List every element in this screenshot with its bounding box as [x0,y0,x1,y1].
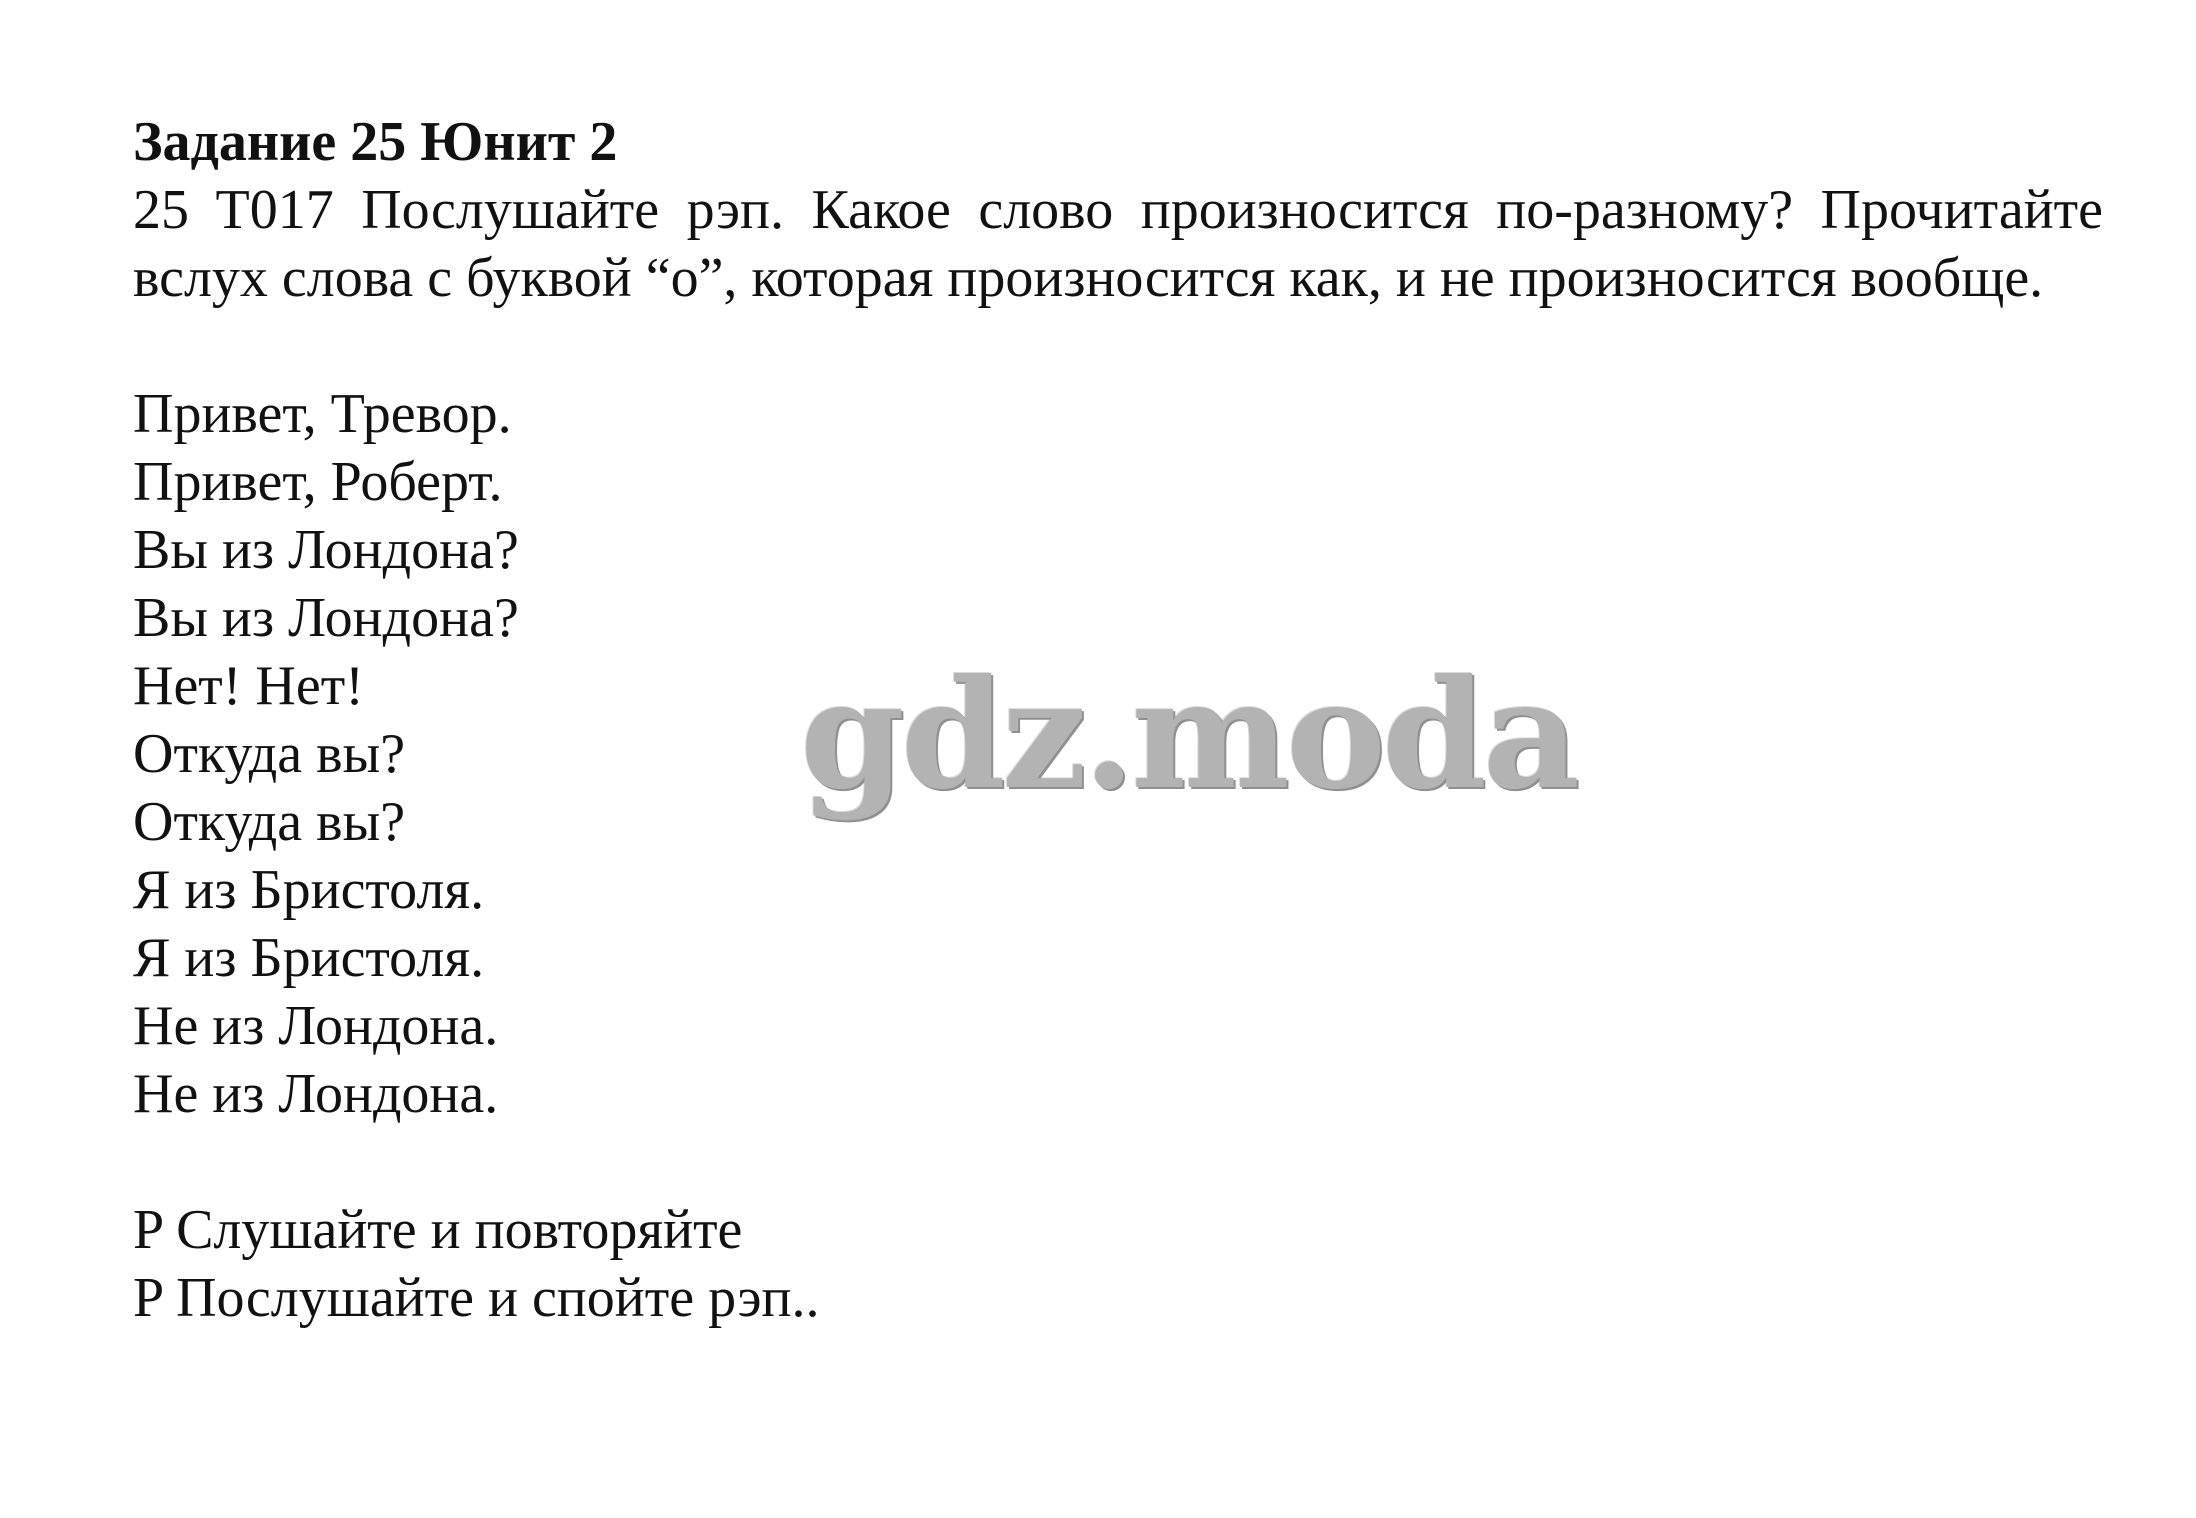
rap-line: Откуда вы? [133,723,406,785]
rap-line: Привет, Роберт. [133,451,503,513]
rap-line: Не из Лондона. [133,1063,499,1125]
watermark-logo: gdz.moda [800,647,1577,823]
task-item: P Слушайте и повторяйте [133,1199,743,1261]
rap-line: Вы из Лондона? [133,587,519,649]
task-instruction: 25 T017 Послушайте рэп. Какое слово произносится по-разному? Прочитайте вслух слова с буквой “о”, которая произносится как, и не произносится вообще. [133,179,2103,309]
rap-line: Нет! Нет! [133,655,364,717]
rap-line: Я из Бристоля. [133,859,485,921]
task-heading: Задание 25 Юнит 2 [133,111,618,173]
rap-line: Вы из Лондона? [133,519,519,581]
rap-line: Откуда вы? [133,791,406,853]
rap-line: Не из Лондона. [133,995,499,1057]
rap-line: Я из Бристоля. [133,927,485,989]
task-list [133,1196,2103,1332]
rap-line: Привет, Тревор. [133,383,512,445]
task-item: P Послушайте и спойте рэп.. [133,1267,820,1329]
